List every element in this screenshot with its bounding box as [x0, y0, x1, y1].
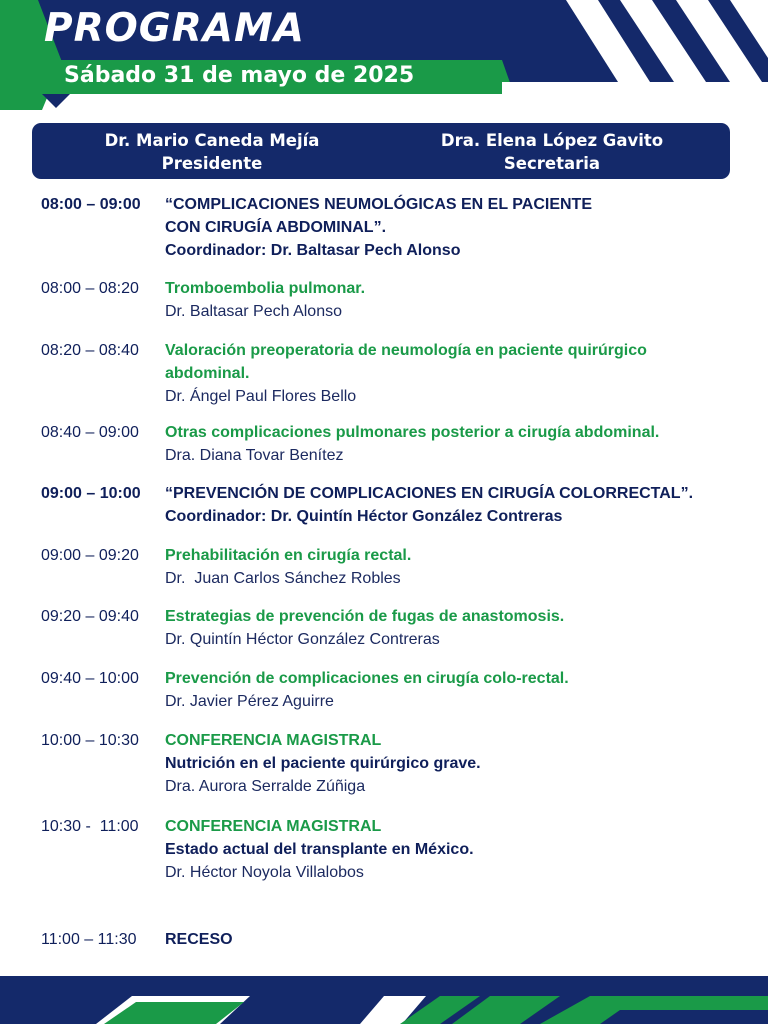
session-title: “PREVENCIÓN DE COMPLICACIONES EN CIRUGÍA COLORRECTAL”.	[165, 485, 694, 502]
session-content	[165, 928, 745, 951]
session-content	[165, 193, 745, 262]
talk-title: Valoración preoperatoria de neumología en paciente quirúrgico	[165, 342, 647, 359]
session-time: 09:00 – 09:20	[41, 547, 139, 564]
leader-name: Dr. Mario Caneda Mejía	[104, 131, 320, 150]
session-coordinator: Coordinador: Dr. Quintín Héctor González Contreras	[165, 508, 563, 525]
page-title: PROGRAMA	[44, 6, 305, 51]
talk-title: Estado actual del transplante en México.	[165, 841, 474, 858]
session-content	[165, 339, 745, 408]
talk-title: Otras complicaciones pulmonares posterior a cirugía abdominal.	[165, 424, 660, 441]
session-time: 08:00 – 08:20	[41, 280, 139, 297]
talk-title: abdominal.	[165, 365, 250, 382]
session-time: 09:40 – 10:00	[41, 670, 139, 687]
break-label: RECESO	[165, 931, 233, 948]
session-coordinator: Coordinador: Dr. Baltasar Pech Alonso	[165, 242, 461, 259]
session-content	[165, 815, 745, 884]
session-time: 10:30 - 11:00	[41, 818, 139, 835]
session-title: CON CIRUGÍA ABDOMINAL”.	[165, 219, 387, 236]
session-content	[165, 277, 745, 323]
conference-label: CONFERENCIA MAGISTRAL	[165, 732, 382, 749]
talk-title: Tromboembolia pulmonar.	[165, 280, 366, 297]
talk-title: Prehabilitación en cirugía rectal.	[165, 547, 412, 564]
session-time: 08:40 – 09:00	[41, 424, 139, 441]
talk-title: Estrategias de prevención de fugas de anastomosis.	[165, 608, 565, 625]
speaker-name: Dra. Aurora Serralde Zúñiga	[165, 778, 366, 795]
speaker-name: Dr. Ángel Paul Flores Bello	[165, 388, 357, 405]
talk-title: Nutrición en el paciente quirúrgico grave.	[165, 755, 481, 772]
leader-secretary	[412, 129, 692, 175]
session-time: 10:00 – 10:30	[41, 732, 139, 749]
speaker-name: Dr. Quintín Héctor González Contreras	[165, 631, 440, 648]
leaders-bar	[32, 123, 730, 179]
session-time: 09:00 – 10:00	[41, 485, 141, 502]
speaker-name: Dr. Juan Carlos Sánchez Robles	[165, 570, 401, 587]
session-time: 09:20 – 09:40	[41, 608, 139, 625]
session-time: 08:20 – 08:40	[41, 342, 139, 359]
footer-banner-graphic	[0, 976, 768, 1024]
session-content	[165, 544, 745, 590]
session-content	[165, 421, 745, 467]
session-time: 08:00 – 09:00	[41, 196, 141, 213]
session-time: 11:00 – 11:30	[41, 931, 137, 948]
speaker-name: Dra. Diana Tovar Benítez	[165, 447, 344, 464]
session-content	[165, 729, 745, 798]
session-content	[165, 667, 745, 713]
speaker-name: Dr. Héctor Noyola Villalobos	[165, 864, 364, 881]
leader-role: Secretaria	[503, 154, 601, 173]
talk-title: Prevención de complicaciones en cirugía colo-rectal.	[165, 670, 569, 687]
leader-president	[72, 129, 352, 175]
session-content	[165, 605, 745, 651]
speaker-name: Dr. Javier Pérez Aguirre	[165, 693, 334, 710]
leader-role: Presidente	[161, 154, 263, 173]
session-content	[165, 482, 745, 528]
session-title: “COMPLICACIONES NEUMOLÓGICAS EN EL PACIENTE	[165, 196, 592, 213]
speaker-name: Dr. Baltasar Pech Alonso	[165, 303, 342, 320]
event-date: Sábado 31 de mayo de 2025	[64, 63, 415, 88]
leader-name: Dra. Elena López Gavito	[440, 131, 664, 150]
conference-label: CONFERENCIA MAGISTRAL	[165, 818, 382, 835]
